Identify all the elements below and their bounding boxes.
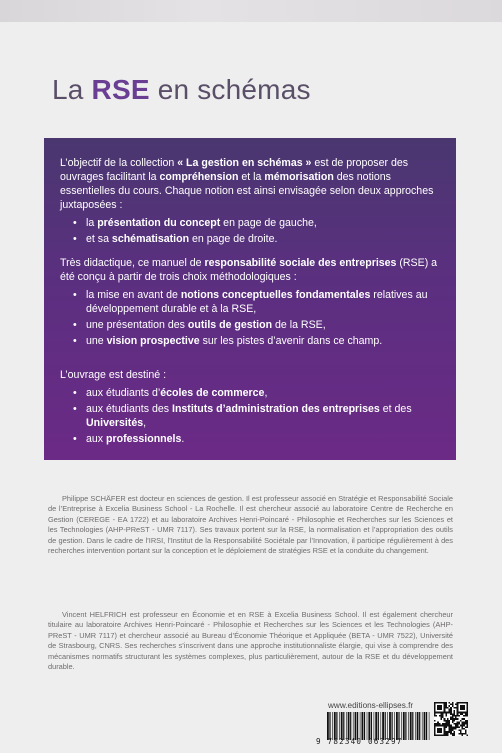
panel-intro: L’objectif de la collection « La gestion en schémas » est de proposer des ouvrages facilitant la compréhension et la mémorisation des notions essentielles du cours. Chaque notion est ainsi envisagée selon deux approches juxtaposées : [60,157,434,211]
qr-code-icon [434,702,468,736]
author-bio-schafer: Philippe SCHÄFER est docteur en sciences de gestion. Il est professeur associé en Stratégie et Responsabilité Sociale de l’Entreprise à Excelia Business School - La Rochelle. Il est chercheur associé au laboratoire Centre de Recherche en Gestion (CEREGE - EA 1722) et au laboratoire Archives Henri-Poincaré - Philosophie et Recherches sur les Sciences et les Technologies (AHP-PReST - UMR 7117). Ses travaux portent sur la RSE, la normalisation et l’appropriation des outils de gestion. Dans le cadre de l’IRSI, l’Institut de la Responsabilité Sociétale par l’Innovation, il participe régulièrement à des recherches intervention portant sur la conception et le déploiement de stratégies RSE et la conduite du changement. [48,494,453,556]
author-bio-helfrich: Vincent HELFRICH est professeur en Économie et en RSE à Excelia Business School. Il est également chercheur titulaire au laboratoire Archives Henri-Poincaré - Philosophie et Recherches sur les Sciences et les Technologies (AHP-PReST - UMR 7117) et chercheur associé au Bureau d’Économie Théorique et Appliquée (BETA - UMR 7522), Université de Strasbourg, CNRS. Ses recherches s’inscrivent dans une approche institutionnaliste élargie, qui vise à comprendre des mécanismes normatifs structurant les systèmes complexes, plus particulièrement, autour de la RSE et du développement durable. [48,610,453,672]
list-item: • la présentation du concept en page de gauche, [86,216,440,230]
isbn-number: 9 782340 063297 [316,737,403,746]
list-item: • aux étudiants des Instituts d’administration des entreprises et des Universités, [86,402,440,430]
book-title: La RSE en schémas [52,74,311,105]
top-strip [0,0,502,22]
summary-panel [44,138,456,460]
list-item: • une vision prospective sur les pistes d’avenir dans ce champ. [86,334,440,348]
panel-audience-intro: L’ouvrage est destiné : [60,369,167,381]
barcode-icon [326,712,432,740]
choices-list [60,288,440,348]
publisher-website: www.editions-ellipses.fr [328,701,414,710]
list-item: • aux étudiants d’écoles de commerce, [86,386,440,400]
approaches-list [60,216,440,246]
list-item: • et sa schématisation en page de droite. [86,232,440,246]
list-item: • la mise en avant de notions conceptuelles fondamentales relatives au développement durable et à la RSE, [86,288,440,316]
list-item: • une présentation des outils de gestion de la RSE, [86,318,440,332]
panel-manual: Très didactique, ce manuel de responsabilité sociale des entreprises (RSE) a été conçu à partir de trois choix méthodologiques : [60,257,438,283]
audience-list [60,386,440,446]
list-item: • aux professionnels. [86,432,440,446]
